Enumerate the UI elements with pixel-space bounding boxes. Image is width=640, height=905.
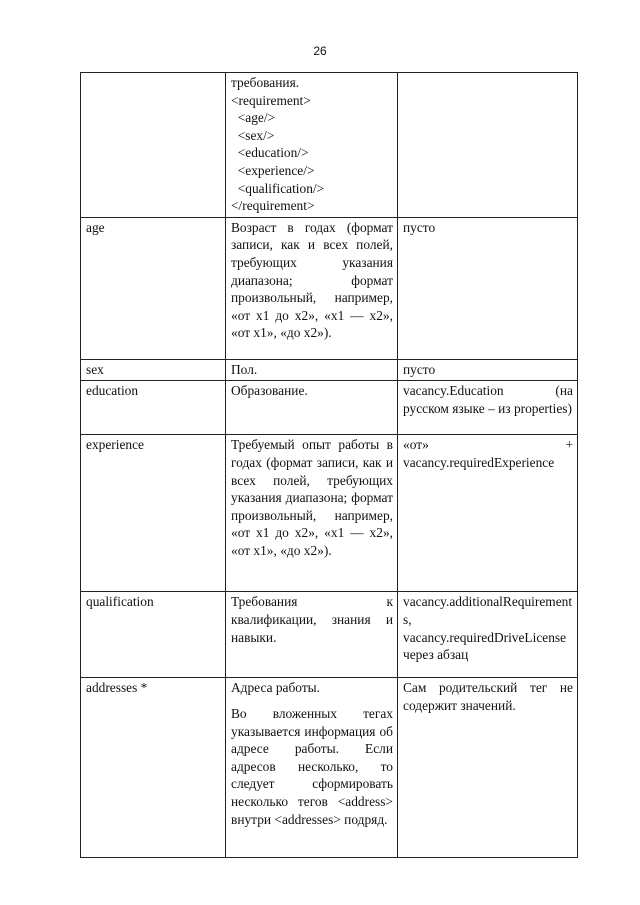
tag-name-cell: experience [81,435,226,592]
table-row [81,381,578,435]
description-cell: Пол. [226,359,398,381]
page-number: 26 [313,44,327,58]
value-field: vacancy.requiredExperience [403,454,555,470]
description-cell: Требования к квалификации, знания и навыки. [226,592,398,678]
tag-name-cell: sex [81,359,226,381]
description-cell [226,73,398,218]
description-paragraph: Во вложенных тегах указывается информация об адресе работы. Если адресов несколько, то следует сформировать несколько тегов <address> внутри <addresses> подряд. [231,705,393,827]
description-cell: Возраст в годах (формат записи, как и всех полей, требующих указания диапазона; формат произвольный, например, «от x1 до x2», «x1 — x2», «от x1», «до x2»). [226,217,398,359]
value-cell [398,73,578,218]
description-cell: Образование. [226,381,398,435]
description-cell [226,678,398,858]
value-line: vacancy.requiredDriveLicense [403,629,567,645]
value-cell [398,435,578,592]
table-row [81,217,578,359]
value-line: через абзац [403,647,469,663]
code-line: <experience/> [231,162,315,178]
value-cell: vacancy.Education (на русском языке – из properties) [398,381,578,435]
description-cell: Требуемый опыт работы в годах (формат записи, как и всех полей, требующих указания диапазона; формат произвольный, например, «от x1 до x2», «x1 — x2», «от x1», «до x2»). [226,435,398,592]
value-first-line [403,436,573,454]
tag-name-cell: education [81,381,226,435]
code-line: <requirement> [231,92,311,108]
code-line: требования. [231,75,300,90]
tag-name-cell: age [81,217,226,359]
value-plus: + [565,437,573,453]
table-row [81,359,578,381]
code-line: <education/> [231,145,309,161]
tag-name-cell [81,73,226,218]
table-row [81,73,578,218]
table-row [81,435,578,592]
code-line: <qualification/> [231,180,325,196]
value-cell [398,592,578,678]
tag-name-cell: qualification [81,592,226,678]
description-paragraph: Адреса работы. [231,680,321,696]
table-row [81,592,578,678]
table-row [81,678,578,858]
value-cell: Сам родительский тег не содержит значений. [398,678,578,858]
spec-table [80,72,578,858]
code-line: <sex/> [231,127,275,143]
code-line: <age/> [231,110,276,126]
tag-name-cell: addresses * [81,678,226,858]
value-cell: пусто [398,359,578,381]
value-cell: пусто [398,217,578,359]
code-line: </requirement> [231,198,315,214]
value-prefix: «от» [403,437,429,453]
value-line: vacancy.additionalRequirements, [403,594,573,627]
